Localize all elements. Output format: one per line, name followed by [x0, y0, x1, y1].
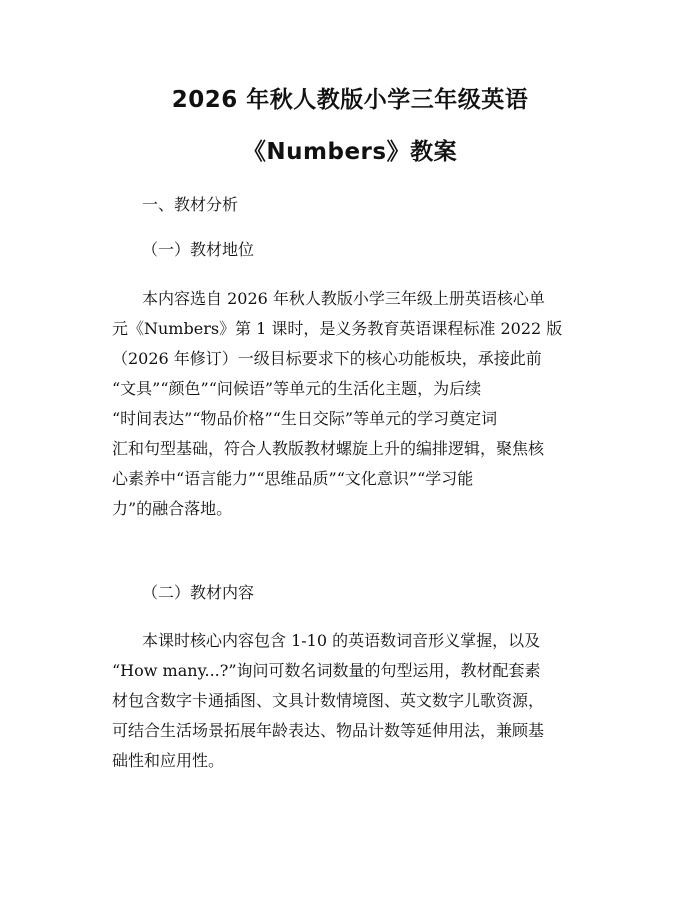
document-title-line-2: 《Numbers》教案 — [242, 139, 458, 165]
paragraph-line: 汇和句型基础，符合人教版教材螺旋上升的编排逻辑，聚焦核 — [112, 439, 545, 458]
paragraph-line: 力”的融合落地。 — [112, 499, 233, 518]
paragraph-textbook-content — [112, 626, 604, 776]
paragraph-line: 础性和应用性。 — [112, 751, 225, 770]
paragraph-line: 本内容选自 2026 年秋人教版小学三年级上册英语核心单 — [142, 289, 545, 308]
paragraph-line: 材包含数字卡通插图、文具计数情境图、英文数字儿歌资源， — [112, 691, 545, 710]
document-title-line-1: 2026 年秋人教版小学三年级英语 — [171, 87, 529, 113]
subsection-heading-textbook-status: （一）教材地位 — [142, 240, 255, 259]
paragraph-line: “How many...?”询问可数名词数量的句型运用，教材配套素 — [112, 661, 541, 680]
paragraph-line: 心素养中“语言能力”“思维品质”“文化意识”“学习能 — [112, 469, 474, 488]
paragraph-textbook-status — [112, 284, 604, 524]
subsection-heading-textbook-content: （二）教材内容 — [142, 583, 255, 602]
paragraph-line: 可结合生活场景拓展年龄表达、物品计数等延伸用法，兼顾基 — [112, 721, 545, 740]
paragraph-line: “时间表达”“物品价格”“生日交际”等单元的学习奠定词 — [112, 409, 498, 428]
paragraph-line: 元《Numbers》第 1 课时，是义务教育英语课程标准 2022 版 — [112, 319, 563, 338]
section-heading-textbook-analysis: 一、教材分析 — [142, 195, 239, 214]
paragraph-line: “文具”“颜色”“问候语”等单元的生活化主题，为后续 — [112, 379, 482, 398]
paragraph-line: 本课时核心内容包含 1-10 的英语数词音形义掌握，以及 — [142, 631, 541, 650]
paragraph-line: （2026 年修订）一级目标要求下的核心功能板块，承接此前 — [112, 349, 542, 368]
